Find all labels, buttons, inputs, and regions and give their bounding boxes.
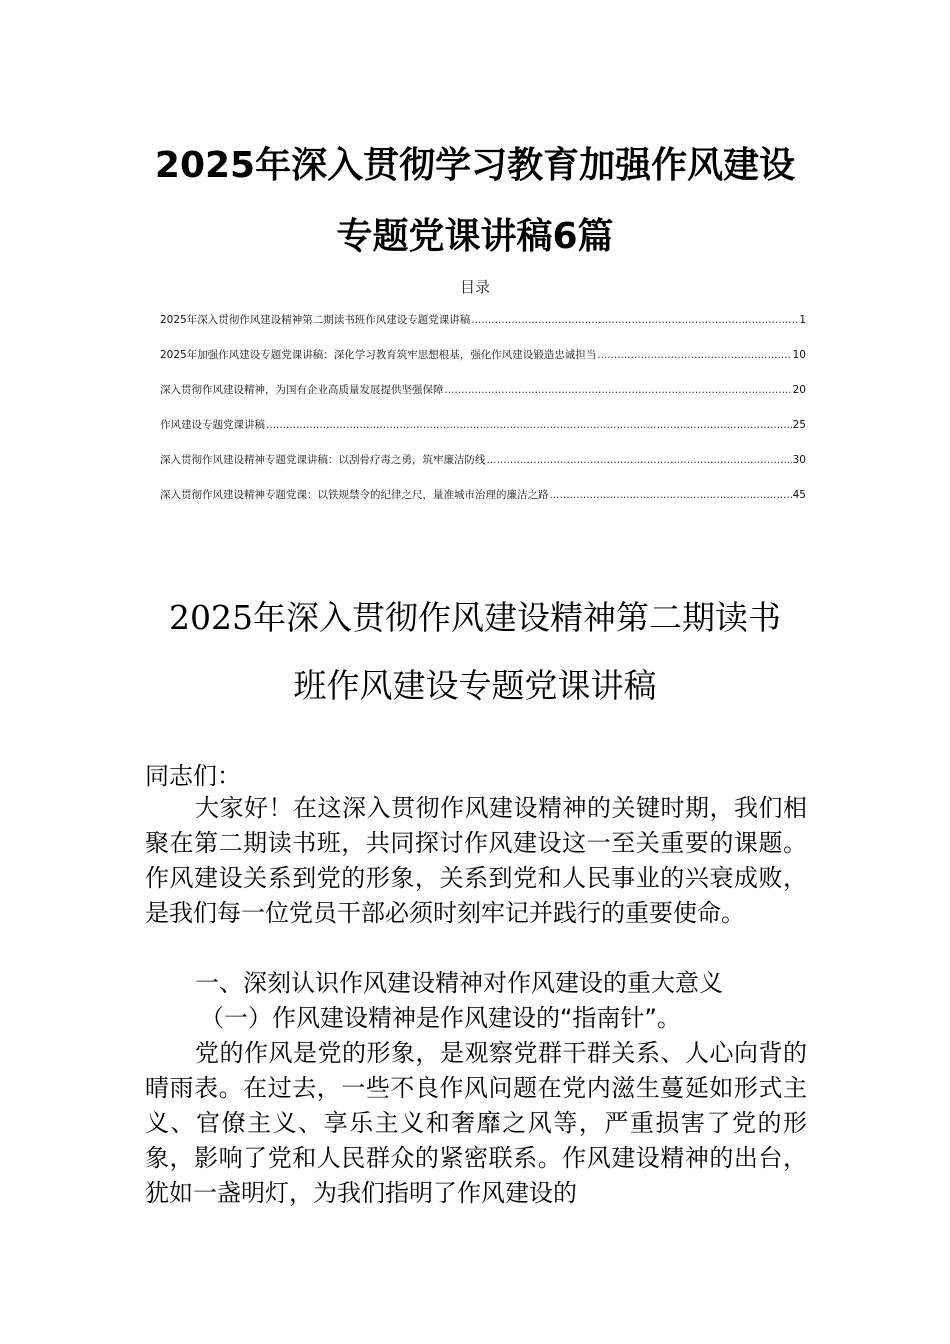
toc-entry[interactable] bbox=[160, 347, 806, 382]
main-title-line-2: 专题党课讲稿6篇 bbox=[336, 216, 614, 257]
toc-entry[interactable] bbox=[160, 487, 806, 522]
toc-leader-dots bbox=[471, 312, 798, 328]
toc-entry-title: 深入贯彻作风建设精神专题党课：以铁规禁令的纪律之尺，量准城市治理的廉洁之路 bbox=[160, 489, 549, 501]
main-title-line-1: 2025年深入贯彻学习教育加强作风建设 bbox=[154, 145, 796, 186]
toc-entry-page: 45 bbox=[792, 489, 806, 501]
toc-entry-page: 1 bbox=[799, 314, 806, 326]
toc-entry-page: 25 bbox=[792, 419, 806, 431]
toc-leader-dots bbox=[445, 382, 792, 398]
toc-entry[interactable] bbox=[160, 452, 806, 487]
toc-entry[interactable] bbox=[160, 417, 806, 452]
subsection-heading-1: （一）作风建设精神是作风建设的“指南针”。 bbox=[200, 1004, 681, 1032]
toc-leader-dots bbox=[266, 417, 792, 433]
toc-entry-title: 作风建设专题党课讲稿 bbox=[160, 419, 265, 431]
toc-entry-title: 深入贯彻作风建设精神专题党课讲稿：以刮骨疗毒之勇，筑牢廉洁防线 bbox=[160, 454, 486, 466]
toc-entry-title: 深入贯彻作风建设精神，为国有企业高质量发展提供坚强保障 bbox=[160, 384, 444, 396]
toc-entry[interactable] bbox=[160, 312, 806, 347]
toc-leader-dots bbox=[487, 452, 792, 468]
paragraph-body: 党的作风是党的形象，是观察党群干群关系、人心向背的晴雨表。在过去，一些不良作风问题在党内滋生蔓延如形式主义、官僚主义、享乐主义和奢靡之风等，严重损害了党的形象，影响了党和人民群众的紧密联系。作风建设精神的出台，犹如一盏明灯，为我们指明了作风建设的 bbox=[145, 1039, 807, 1207]
toc-heading: 目录 bbox=[459, 278, 490, 296]
toc-entry-title: 2025年深入贯彻作风建设精神第二期读书班作风建设专题党课讲稿 bbox=[160, 314, 471, 326]
section-title-line-1: 2025年深入贯彻作风建设精神第二期读书 bbox=[169, 598, 781, 637]
toc-entry-page: 20 bbox=[792, 384, 806, 396]
toc-entry-page: 30 bbox=[792, 454, 806, 466]
table-of-contents bbox=[160, 312, 806, 522]
salutation: 同志们： bbox=[145, 762, 241, 790]
toc-entry[interactable] bbox=[160, 382, 806, 417]
section-title-line-2: 班作风建设专题党课讲稿 bbox=[293, 666, 657, 705]
section-heading-1: 一、深刻认识作风建设精神对作风建设的重大意义 bbox=[195, 969, 723, 997]
toc-leader-dots bbox=[597, 347, 791, 363]
toc-leader-dots bbox=[550, 487, 792, 503]
paragraph-intro: 大家好！在这深入贯彻作风建设精神的关键时期，我们相聚在第二期读书班，共同探讨作风建设这一至关重要的课题。作风建设关系到党的形象，关系到党和人民事业的兴衰成败，是我们每一位党员干部必须时刻牢记并践行的重要使命。 bbox=[145, 794, 807, 927]
toc-entry-page: 10 bbox=[792, 349, 806, 361]
toc-entry-title: 2025年加强作风建设专题党课讲稿：深化学习教育筑牢思想根基，强化作风建设锻造忠诚担当 bbox=[160, 349, 597, 361]
